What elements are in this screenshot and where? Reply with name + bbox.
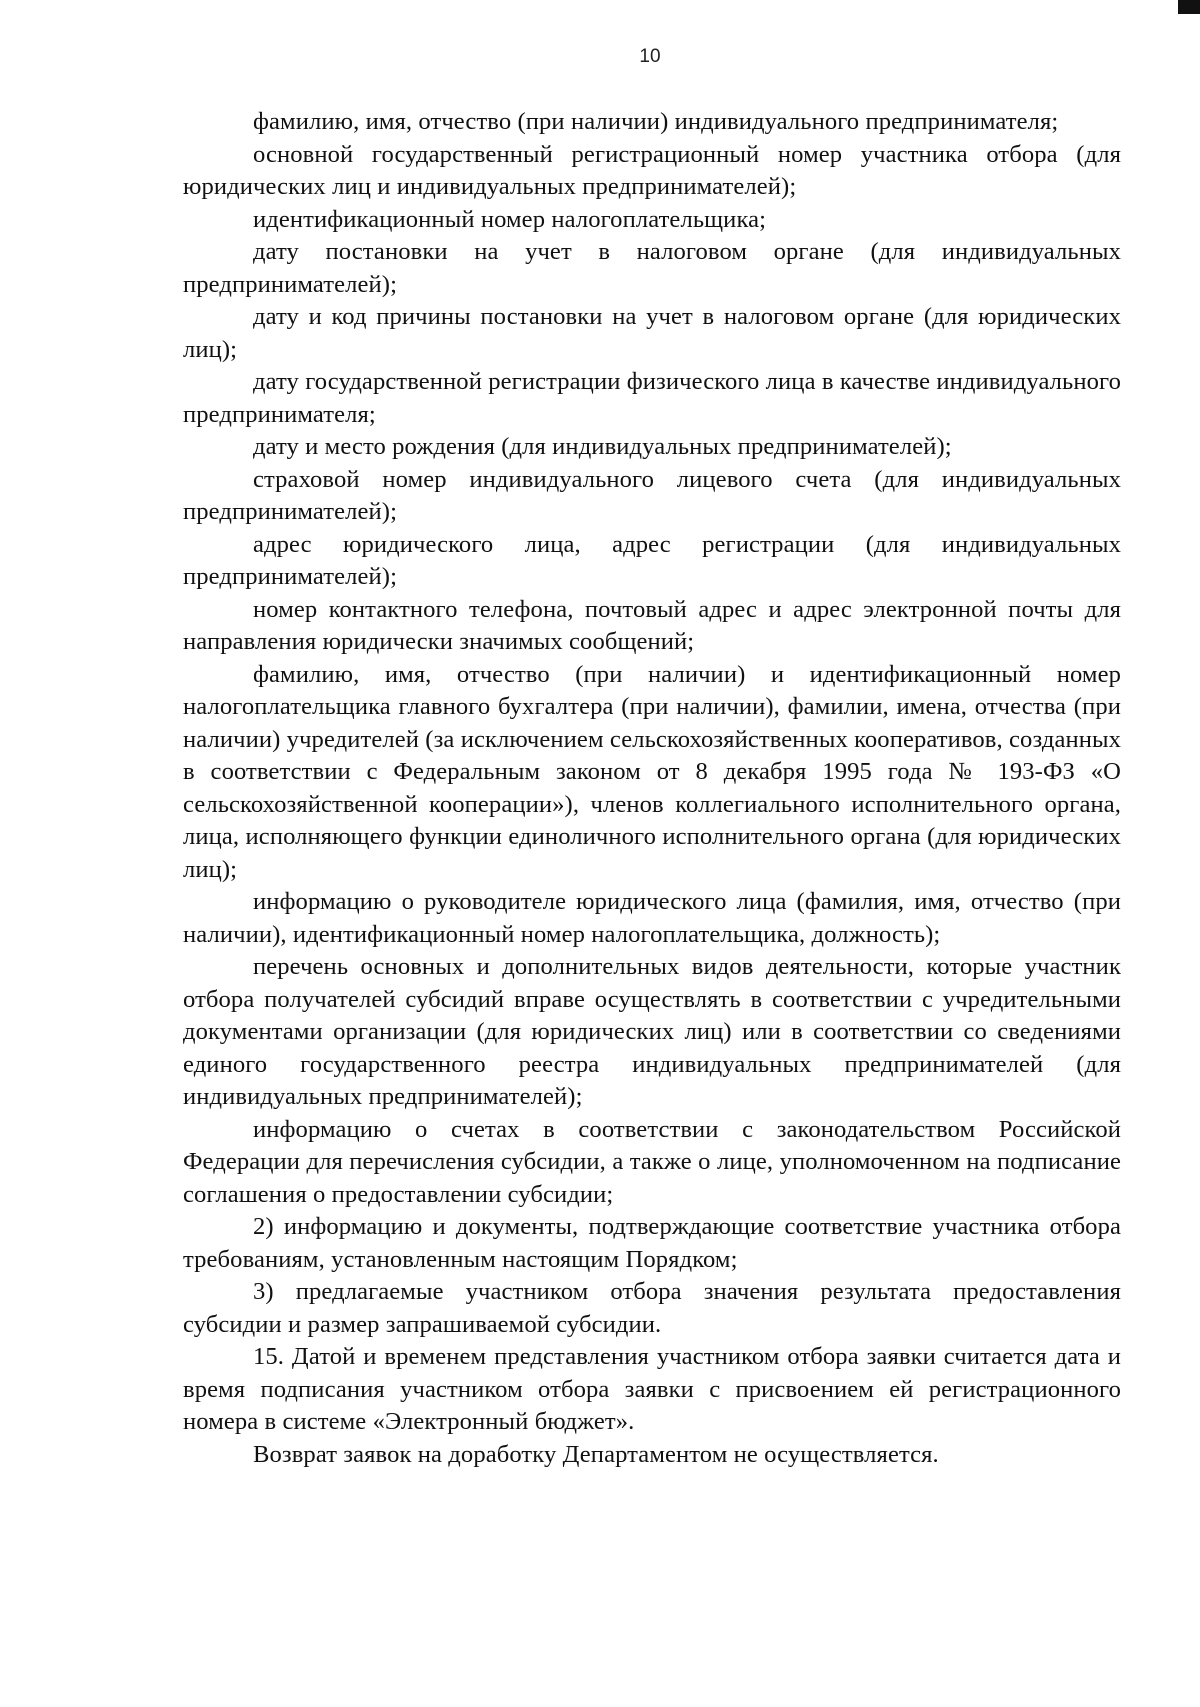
- paragraph: 15. Датой и временем представления участником отбора заявки считается дата и время подписания участником отбора заявки с присвоением ей регистрационного номера в системе «Электронный бюджет».: [183, 1343, 1121, 1435]
- paragraph: дату государственной регистрации физического лица в качестве индивидуального предпринимателя;: [183, 368, 1121, 428]
- paragraph: дату и код причины постановки на учет в налоговом органе (для юридических лиц);: [183, 303, 1121, 363]
- paragraph: основной государственный регистрационный номер участника отбора (для юридических лиц и индивидуальных предпринимателей);: [183, 140, 1121, 200]
- paragraph: фамилию, имя, отчество (при наличии) индивидуального предпринимателя;: [253, 108, 1059, 135]
- paragraph: фамилию, имя, отчество (при наличии) и идентификационный номер налогоплательщика главного бухгалтера (при наличии), фамилии, имена, отчества (при наличии) учредителей (за исключением сельскохозяйственных кооперативов, созданных в соответствии с Федеральным законом от 8 декабря 1995 года № 193-ФЗ «О сельскохозяйственной кооперации»), членов коллегиального исполнительного органа, лица, исполняющего функции единоличного исполнительного органа (для юридических лиц);: [183, 660, 1121, 883]
- paragraph: Возврат заявок на доработку Департаментом не осуществляется.: [253, 1440, 939, 1468]
- paragraph: идентификационный номер налогоплательщика;: [253, 205, 767, 233]
- paragraph: дату и место рождения (для индивидуальных предпринимателей);: [253, 433, 952, 460]
- paragraph: дату постановки на учет в налоговом органе (для индивидуальных предпринимателей);: [183, 238, 1121, 298]
- paragraph: страховой номер индивидуального лицевого счета (для индивидуальных предпринимателей);: [183, 465, 1121, 525]
- document-body: [183, 106, 1121, 1471]
- scan-edge-mark: [1178, 0, 1200, 14]
- paragraph: информацию о руководителе юридического лица (фамилия, имя, отчество (при наличии), идентификационный номер налогоплательщика, должность);: [183, 888, 1121, 948]
- paragraph: информацию о счетах в соответствии с законодательством Российской Федерации для перечисления субсидии, а также о лице, уполномоченном на подписание соглашения о предоставлении субсидии;: [183, 1115, 1121, 1208]
- paragraph: адрес юридического лица, адрес регистрации (для индивидуальных предпринимателей);: [183, 530, 1121, 590]
- paragraph: 2) информацию и документы, подтверждающие соответствие участника отбора требованиям, установленным настоящим Порядком;: [183, 1213, 1121, 1273]
- page-number: 10: [639, 46, 661, 67]
- paragraph: 3) предлагаемые участником отбора значения результата предоставления субсидии и размер запрашиваемой субсидии.: [183, 1278, 1121, 1338]
- paragraph: перечень основных и дополнительных видов деятельности, которые участник отбора получателей субсидий вправе осуществлять в соответствии с учредительными документами организации (для юридических лиц) или в соответствии со сведениями единого государственного реестра индивидуальных предпринимателей (для индивидуальных предпринимателей);: [183, 953, 1121, 1110]
- paragraph: номер контактного телефона, почтовый адрес и адрес электронной почты для направления юридически значимых сообщений;: [183, 595, 1121, 655]
